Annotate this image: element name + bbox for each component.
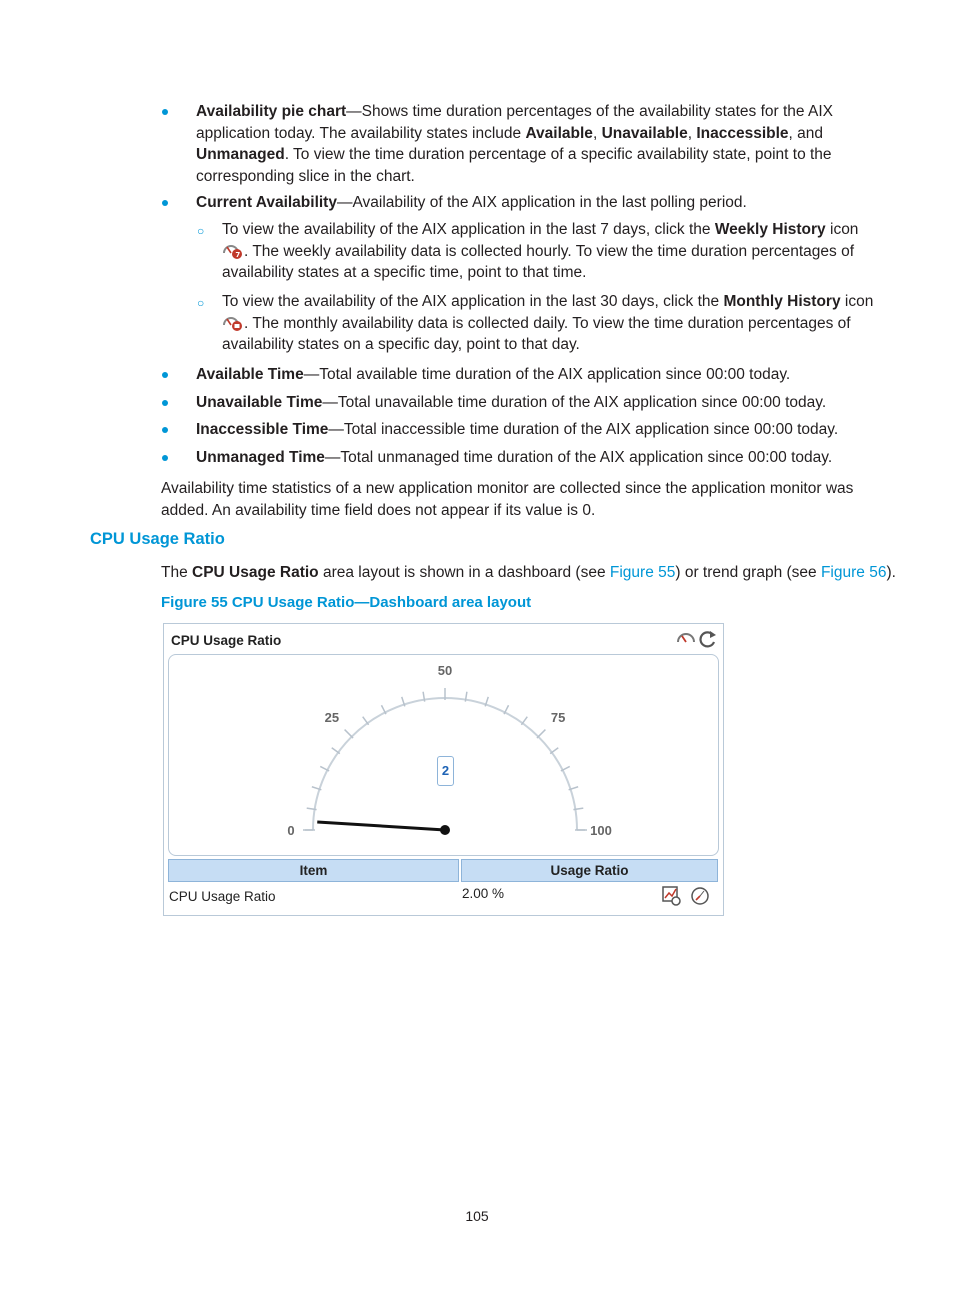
bullet-available-time: Available Time—Total available time duration of the AIX application since 00:00 today. (196, 366, 791, 383)
figure-56-link[interactable]: Figure 56 (820, 564, 887, 581)
bullet-dot (162, 400, 168, 406)
section-intro: The CPU Usage Ratio area layout is shown in a dashboard (see Figure 55) or trend graph (see Figure 56). (161, 564, 896, 581)
monthly-history-icon[interactable] (222, 313, 244, 331)
cpu-usage-widget (163, 623, 724, 916)
gauge-tick-label: 100 (590, 823, 612, 838)
row-usage-ratio: 2.00 % (462, 886, 505, 901)
bullet-dot (162, 372, 168, 378)
figure-caption: Figure 55 CPU Usage Ratio—Dashboard area layout (161, 594, 532, 611)
refresh-icon[interactable] (701, 631, 716, 646)
chart-settings-icon[interactable] (663, 887, 680, 905)
cpu-gauge (169, 655, 718, 855)
gauge-icon[interactable] (678, 634, 694, 642)
bullet-unmanaged-time: Unmanaged Time—Total unmanaged time duration of the AIX application since 00:00 today. (196, 449, 833, 466)
subitem-weekly-history: To view the availability of the AIX application in the last 7 days, click the Weekly History icon 7 . The weekly availability data is collected hourly. To view the time duration percentages of availability states at a specific time, point to that time. (222, 221, 859, 281)
availability-note: Availability time statistics of a new application monitor are collected since the application monitor was added. An availability time field does not appear if its value is 0. (161, 480, 854, 519)
sub-bullet-circle: ○ (197, 224, 205, 238)
gauge-tick (345, 730, 353, 738)
figure-55-link[interactable]: Figure 55 (609, 564, 676, 581)
bullet-inaccessible-time: Inaccessible Time—Total inaccessible time duration of the AIX application since 00:00 today. (196, 421, 839, 438)
weekly-history-icon[interactable] (222, 241, 244, 259)
widget-toolbar (675, 627, 719, 656)
history-gauge-icon[interactable] (692, 888, 708, 904)
bullet-dot (162, 427, 168, 433)
svg-text:7: 7 (235, 250, 241, 259)
bullet-dot (162, 200, 168, 206)
bullet-pie-chart: Availability pie chart—Shows time duration percentages of the availability states for the AIX application today. The availability states include Available, Unavailable, Inaccessible, and Unmanaged. To view the time duration percentage of a specific availability state, point to the corresponding slice in the chart. (196, 103, 833, 185)
table-header-item: Item (168, 859, 459, 882)
sub-bullet-circle: ○ (197, 296, 205, 310)
gauge-tick-label: 25 (324, 709, 340, 725)
gauge-needle-hub (440, 825, 450, 835)
gauge-value-box (437, 756, 454, 786)
page-number: 105 (465, 1208, 489, 1224)
bullet-dot (162, 455, 168, 461)
widget-title: CPU Usage Ratio (171, 633, 282, 648)
bullet-unavailable-time: Unavailable Time—Total unavailable time duration of the AIX application since 00:00 today. (196, 394, 827, 411)
row-item: CPU Usage Ratio (169, 889, 276, 904)
gauge-panel (168, 654, 719, 856)
gauge-tick-label: 50 (437, 663, 453, 678)
subitem-monthly-history: To view the availability of the AIX application in the last 30 days, click the Monthly History icon . The monthly availability data is collected daily. To view the time duration percentages of availability states on a specific day, point to that day. (222, 293, 874, 353)
gauge-tick (537, 730, 545, 738)
table-header-usage-ratio: Usage Ratio (461, 859, 718, 882)
section-heading: CPU Usage Ratio (90, 530, 225, 548)
bullet-current-availability: Current Availability—Availability of the AIX application in the last polling period. (196, 194, 747, 211)
gauge-needle (317, 822, 445, 830)
gauge-tick-label: 0 (287, 823, 295, 838)
gauge-tick-label: 75 (550, 709, 566, 725)
gauge-value-label: 2 (441, 763, 450, 778)
bullet-dot (162, 109, 168, 115)
